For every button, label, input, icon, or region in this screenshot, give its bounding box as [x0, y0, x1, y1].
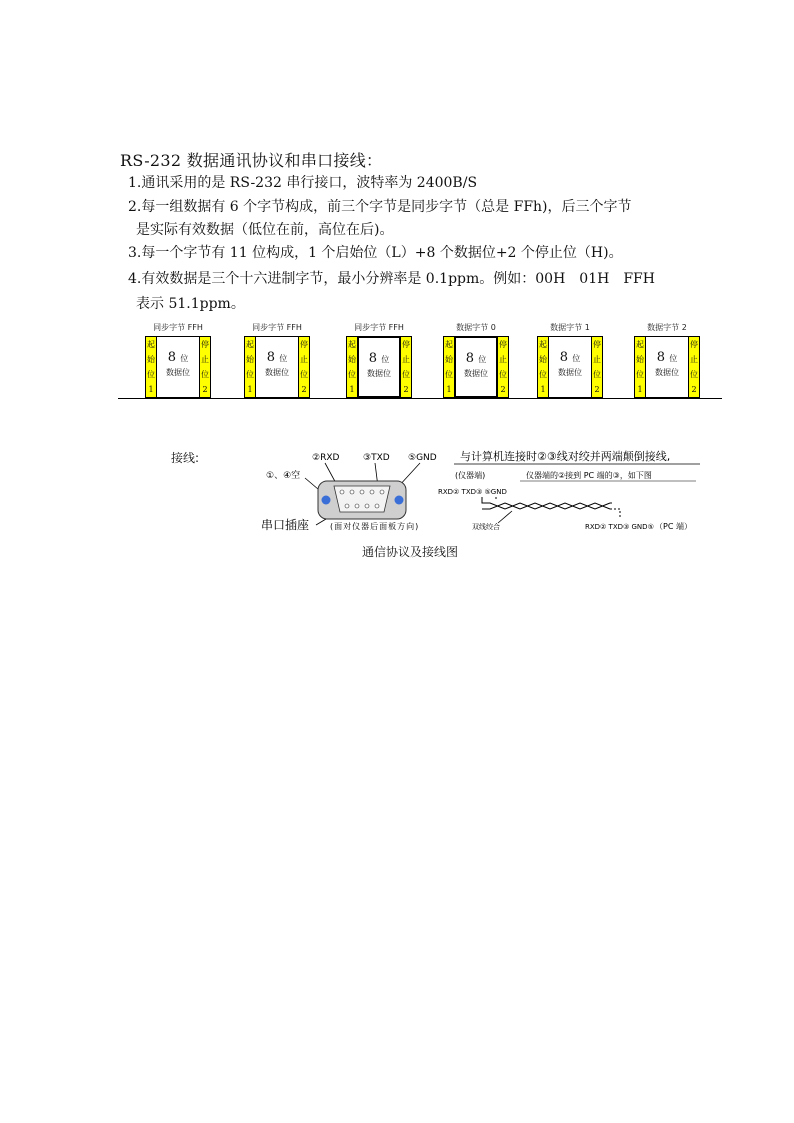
stop-bit-cell	[497, 336, 509, 398]
stop-bit-char: 止	[499, 355, 507, 364]
data-bits-box	[256, 336, 298, 398]
serial-frames	[118, 318, 722, 400]
start-bit-char: 始	[539, 355, 547, 364]
data-bit-text: 数据位	[655, 368, 679, 377]
stop-bit-char: 位	[690, 370, 698, 379]
start-bit-char: 起	[539, 340, 547, 349]
start-bit-char: 1	[148, 385, 154, 394]
data-bits-box	[357, 336, 401, 398]
pin-empty-label: ①、④空	[266, 471, 301, 481]
stop-bit-char: 止	[690, 355, 698, 364]
data-bit-unit: 位	[180, 354, 189, 363]
stop-bit-char: 2	[691, 385, 697, 394]
stop-bit-char: 止	[300, 355, 308, 364]
byte-frame-label: 同步字节 FFH	[153, 323, 203, 332]
stop-bit-char: 停	[201, 340, 209, 349]
stop-bit-char: 停	[499, 340, 507, 349]
byte-frame-label: 数据字节 0	[456, 323, 496, 332]
connector-label: 串口插座	[261, 518, 310, 532]
start-bit-cell	[537, 336, 549, 398]
start-bit-char: 1	[446, 385, 452, 394]
data-bit-count: 8	[368, 351, 378, 366]
data-bit-unit: 位	[572, 354, 581, 363]
data-bit-text: 数据位	[367, 369, 391, 378]
start-bit-char: 1	[247, 385, 253, 394]
device-end-label: (仪器端)	[455, 471, 486, 480]
twist-label: 双线绞合	[472, 523, 500, 531]
data-bit-text: 数据位	[558, 368, 582, 377]
stop-bit-char: 止	[593, 355, 601, 364]
stop-bit-cell	[298, 336, 310, 398]
start-bit-char: 始	[636, 355, 644, 364]
pin-rxd-label: ②RXD	[312, 453, 340, 463]
start-bit-char: 位	[147, 370, 155, 379]
start-bit-cell	[634, 336, 646, 398]
start-bit-cell	[244, 336, 256, 398]
wiring-detail-note: 仪器端的②接到 PC 端的③，如下图	[526, 471, 652, 480]
data-bit-unit: 位	[381, 355, 390, 364]
page-title: RS-232 数据通讯协议和串口接线：	[120, 151, 383, 170]
byte-frame-label: 同步字节 FFH	[354, 323, 404, 332]
wiring-diagram	[250, 445, 710, 540]
byte-frame	[244, 318, 310, 400]
data-bit-count: 8	[266, 350, 276, 365]
start-bit-char: 1	[349, 385, 355, 394]
text-line-1: 1.通讯采用的是 RS-232 串行接口，波特率为 2400B/S	[128, 175, 478, 191]
stop-bit-cell	[688, 336, 700, 398]
data-bit-text: 数据位	[166, 368, 190, 377]
connection-note: 与计算机连接时②③线对绞并两端颠倒接线,	[460, 450, 671, 463]
stop-bit-char: 2	[301, 385, 307, 394]
stop-bit-char: 位	[300, 370, 308, 379]
stop-bit-char: 2	[403, 385, 409, 394]
text-line-3: 是实际有效数据（低位在前，高位在后)。	[136, 222, 394, 238]
stop-bit-char: 停	[402, 340, 410, 349]
data-bit-count: 8	[465, 351, 475, 366]
db9-connector	[318, 481, 406, 519]
byte-frame	[346, 318, 412, 400]
data-bit-count: 8	[656, 350, 666, 365]
data-bit-text: 数据位	[265, 368, 289, 377]
stop-bit-char: 位	[593, 370, 601, 379]
text-line-2: 2.每一组数据有 6 个字节构成，前三个字节是同步字节（总是 FFh)，后三个字节	[128, 199, 632, 215]
stop-bit-cell	[591, 336, 603, 398]
data-bit-text: 数据位	[464, 369, 488, 378]
frames-baseline	[118, 398, 722, 399]
stop-bit-char: 停	[593, 340, 601, 349]
start-bit-char: 起	[348, 340, 356, 349]
stop-bit-char: 停	[300, 340, 308, 349]
pc-end-label: （PC 端）	[655, 522, 692, 531]
start-bit-char: 起	[246, 340, 254, 349]
start-bit-char: 始	[348, 355, 356, 364]
stop-bit-char: 2	[594, 385, 600, 394]
stop-bit-cell	[400, 336, 412, 398]
text-line-6: 表示 51.1ppm。	[136, 296, 245, 312]
text-line-5: 4.有效数据是三个十六进制字节，最小分辨率是 0.1ppm。例如：00H 01H FFH	[128, 271, 655, 287]
data-bits-box	[549, 336, 591, 398]
data-bit-count: 8	[559, 350, 569, 365]
device-pins: RXD② TXD③ ⑤GND	[438, 488, 507, 496]
start-bit-char: 位	[636, 370, 644, 379]
twisted-pair-wire	[482, 497, 620, 517]
byte-frame-label: 数据字节 1	[550, 323, 590, 332]
stop-bit-char: 止	[402, 355, 410, 364]
start-bit-char: 位	[445, 370, 453, 379]
data-bits-box	[157, 336, 199, 398]
start-bit-char: 位	[348, 370, 356, 379]
figure-caption: 通信协议及接线图	[362, 545, 459, 559]
start-bit-char: 始	[147, 355, 155, 364]
byte-frame	[145, 318, 211, 400]
start-bit-char: 位	[539, 370, 547, 379]
pin-gnd-label: ⑤GND	[408, 453, 437, 463]
stop-bit-char: 位	[201, 370, 209, 379]
stop-bit-cell	[199, 336, 211, 398]
text-line-4: 3.每一个字节有 11 位构成，1 个启始位（L）+8 个数据位+2 个停止位（H)。	[128, 245, 623, 261]
byte-frame-label: 同步字节 FFH	[252, 323, 302, 332]
start-bit-char: 起	[445, 340, 453, 349]
data-bits-box	[454, 336, 498, 398]
byte-frame	[443, 318, 509, 400]
stop-bit-char: 止	[201, 355, 209, 364]
start-bit-cell	[145, 336, 157, 398]
data-bit-unit: 位	[478, 355, 487, 364]
pin-txd-label: ③TXD	[363, 453, 390, 463]
data-bits-box	[646, 336, 688, 398]
data-bit-unit: 位	[279, 354, 288, 363]
stop-bit-char: 停	[690, 340, 698, 349]
data-bit-count: 8	[167, 350, 177, 365]
stop-bit-char: 2	[500, 385, 506, 394]
pc-pins: RXD② TXD③ GND⑤	[585, 523, 654, 531]
start-bit-char: 1	[637, 385, 643, 394]
start-bit-char: 始	[246, 355, 254, 364]
wiring-label: 接线:	[171, 451, 200, 465]
start-bit-char: 起	[147, 340, 155, 349]
start-bit-char: 位	[246, 370, 254, 379]
stop-bit-char: 2	[202, 385, 208, 394]
start-bit-char: 起	[636, 340, 644, 349]
stop-bit-char: 位	[402, 370, 410, 379]
start-bit-char: 始	[445, 355, 453, 364]
byte-frame	[537, 318, 603, 400]
byte-frame-label: 数据字节 2	[647, 323, 687, 332]
byte-frame	[634, 318, 700, 400]
data-bit-unit: 位	[669, 354, 678, 363]
start-bit-char: 1	[540, 385, 546, 394]
stop-bit-char: 位	[499, 370, 507, 379]
view-note: (面对仪器后面板方向)	[330, 522, 420, 531]
